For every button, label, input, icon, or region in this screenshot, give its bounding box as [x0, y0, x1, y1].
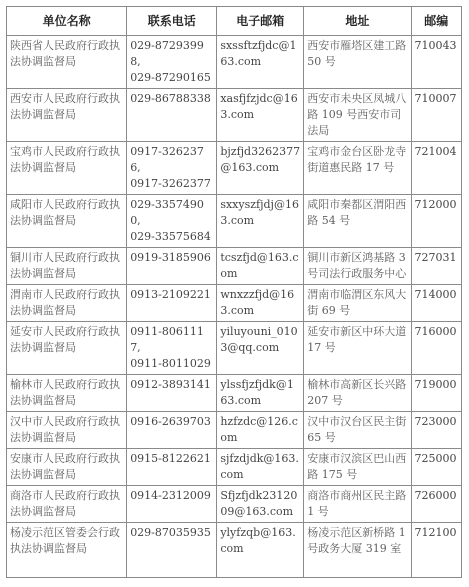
unit-name-cell: 商洛市人民政府行政执法协调监督局 — [7, 486, 127, 523]
phone-line: 0914-2312009 — [130, 489, 211, 502]
table-row — [7, 412, 462, 449]
email-link[interactable]: bjzfjd3262377@163.com — [217, 142, 304, 195]
header-email: 电子邮箱 — [217, 7, 304, 36]
address-cell: 延安市新区中环大道 17 号 — [304, 322, 411, 375]
email-link[interactable]: Sfjzfjdk2312009@163.com — [217, 486, 304, 523]
phone-cell — [127, 486, 217, 523]
header-zip: 邮编 — [411, 7, 461, 36]
email-link[interactable]: ylssfjzfjdk@163.com — [217, 375, 304, 412]
header-unit-name: 单位名称 — [7, 7, 127, 36]
phone-line: 0911-8011029 — [130, 357, 211, 370]
phone-line: 029-86788338 — [130, 92, 211, 105]
table-row — [7, 248, 462, 285]
address-cell: 咸阳市秦都区渭阳西路 54 号 — [304, 195, 411, 248]
table-row — [7, 36, 462, 89]
address-cell: 商洛市商州区民主路 1 号 — [304, 486, 411, 523]
email-link[interactable]: hzfzdc@126.com — [217, 412, 304, 449]
address-cell: 杨凌示范区新桥路 1 号政务大厦 319 室 — [304, 523, 411, 578]
email-link[interactable]: sxxyszfjdj@163.com — [217, 195, 304, 248]
unit-name-cell: 榆林市人民政府行政执法协调监督局 — [7, 375, 127, 412]
table-row — [7, 523, 462, 578]
email-link[interactable]: sjfzdjdk@163.com — [217, 449, 304, 486]
zip-cell: 721004 — [411, 142, 461, 195]
email-link[interactable]: yiluyouni_0103@qq.com — [217, 322, 304, 375]
phone-line: 0912-3893141 — [130, 378, 211, 391]
phone-cell — [127, 195, 217, 248]
phone-cell — [127, 412, 217, 449]
phone-line: 0911-8061117, — [130, 325, 204, 354]
unit-name-cell: 安康市人民政府行政执法协调监督局 — [7, 449, 127, 486]
email-link[interactable]: xasfjfzjdc@163.com — [217, 89, 304, 142]
phone-line: 0917-3262377 — [130, 177, 211, 190]
phone-line: 0916-2639703 — [130, 415, 211, 428]
zip-cell: 727031 — [411, 248, 461, 285]
zip-cell: 719000 — [411, 375, 461, 412]
table-header-row — [7, 7, 462, 36]
unit-name-cell: 延安市人民政府行政执法协调监督局 — [7, 322, 127, 375]
address-cell: 宝鸡市金台区卧龙寺街道惠民路 17 号 — [304, 142, 411, 195]
zip-cell: 723000 — [411, 412, 461, 449]
unit-name-cell: 杨凌示范区管委会行政执法协调监督局 — [7, 523, 127, 578]
phone-line: 029-33575684 — [130, 230, 211, 243]
email-link[interactable]: wnxzzfjd@163.com — [217, 285, 304, 322]
unit-name-cell: 汉中市人民政府行政执法协调监督局 — [7, 412, 127, 449]
address-cell: 渭南市临渭区东风大街 69 号 — [304, 285, 411, 322]
phone-line: 0919-3185906 — [130, 251, 211, 264]
phone-line: 029-87035935 — [130, 526, 211, 539]
zip-cell: 710007 — [411, 89, 461, 142]
phone-line: 0913-2109221 — [130, 288, 211, 301]
unit-name-cell: 咸阳市人民政府行政执法协调监督局 — [7, 195, 127, 248]
phone-cell — [127, 142, 217, 195]
email-link[interactable]: sxssftzfjdc@163.com — [217, 36, 304, 89]
phone-cell — [127, 523, 217, 578]
table-row — [7, 375, 462, 412]
table-row — [7, 89, 462, 142]
address-cell: 安康市汉滨区巴山西路 175 号 — [304, 449, 411, 486]
email-link[interactable]: tcszfjd@163.com — [217, 248, 304, 285]
address-cell: 汉中市汉台区民主街 65 号 — [304, 412, 411, 449]
unit-name-cell: 陕西省人民政府行政执法协调监督局 — [7, 36, 127, 89]
unit-name-cell: 西安市人民政府行政执法协调监督局 — [7, 89, 127, 142]
contact-table — [6, 6, 462, 578]
table-row — [7, 322, 462, 375]
table-row — [7, 195, 462, 248]
address-cell: 西安市雁塔区建工路 50 号 — [304, 36, 411, 89]
phone-line: 029-87293998, — [130, 39, 204, 68]
phone-cell — [127, 375, 217, 412]
zip-cell: 714000 — [411, 285, 461, 322]
unit-name-cell: 宝鸡市人民政府行政执法协调监督局 — [7, 142, 127, 195]
zip-cell: 710043 — [411, 36, 461, 89]
phone-cell — [127, 322, 217, 375]
phone-line: 0917-3262376, — [130, 145, 204, 174]
zip-cell: 712000 — [411, 195, 461, 248]
header-address: 地址 — [304, 7, 411, 36]
table-row — [7, 486, 462, 523]
phone-line: 029-33574900, — [130, 198, 204, 227]
zip-cell: 726000 — [411, 486, 461, 523]
table-row — [7, 449, 462, 486]
phone-cell — [127, 449, 217, 486]
email-link[interactable]: ylyfzqb@163.com — [217, 523, 304, 578]
phone-line: 029-87290165 — [130, 71, 211, 84]
phone-cell — [127, 89, 217, 142]
address-cell: 榆林市高新区长兴路 207 号 — [304, 375, 411, 412]
unit-name-cell: 渭南市人民政府行政执法协调监督局 — [7, 285, 127, 322]
phone-line: 0915-8122621 — [130, 452, 211, 465]
address-cell: 铜川市新区鸿基路 3 号司法行政服务中心 — [304, 248, 411, 285]
phone-cell — [127, 36, 217, 89]
phone-cell — [127, 248, 217, 285]
address-cell: 西安市未央区凤城八路 109 号西安市司法局 — [304, 89, 411, 142]
zip-cell: 716000 — [411, 322, 461, 375]
header-phone: 联系电话 — [127, 7, 217, 36]
table-row — [7, 142, 462, 195]
zip-cell: 712100 — [411, 523, 461, 578]
zip-cell: 725000 — [411, 449, 461, 486]
phone-cell — [127, 285, 217, 322]
table-row — [7, 285, 462, 322]
unit-name-cell: 铜川市人民政府行政执法协调监督局 — [7, 248, 127, 285]
